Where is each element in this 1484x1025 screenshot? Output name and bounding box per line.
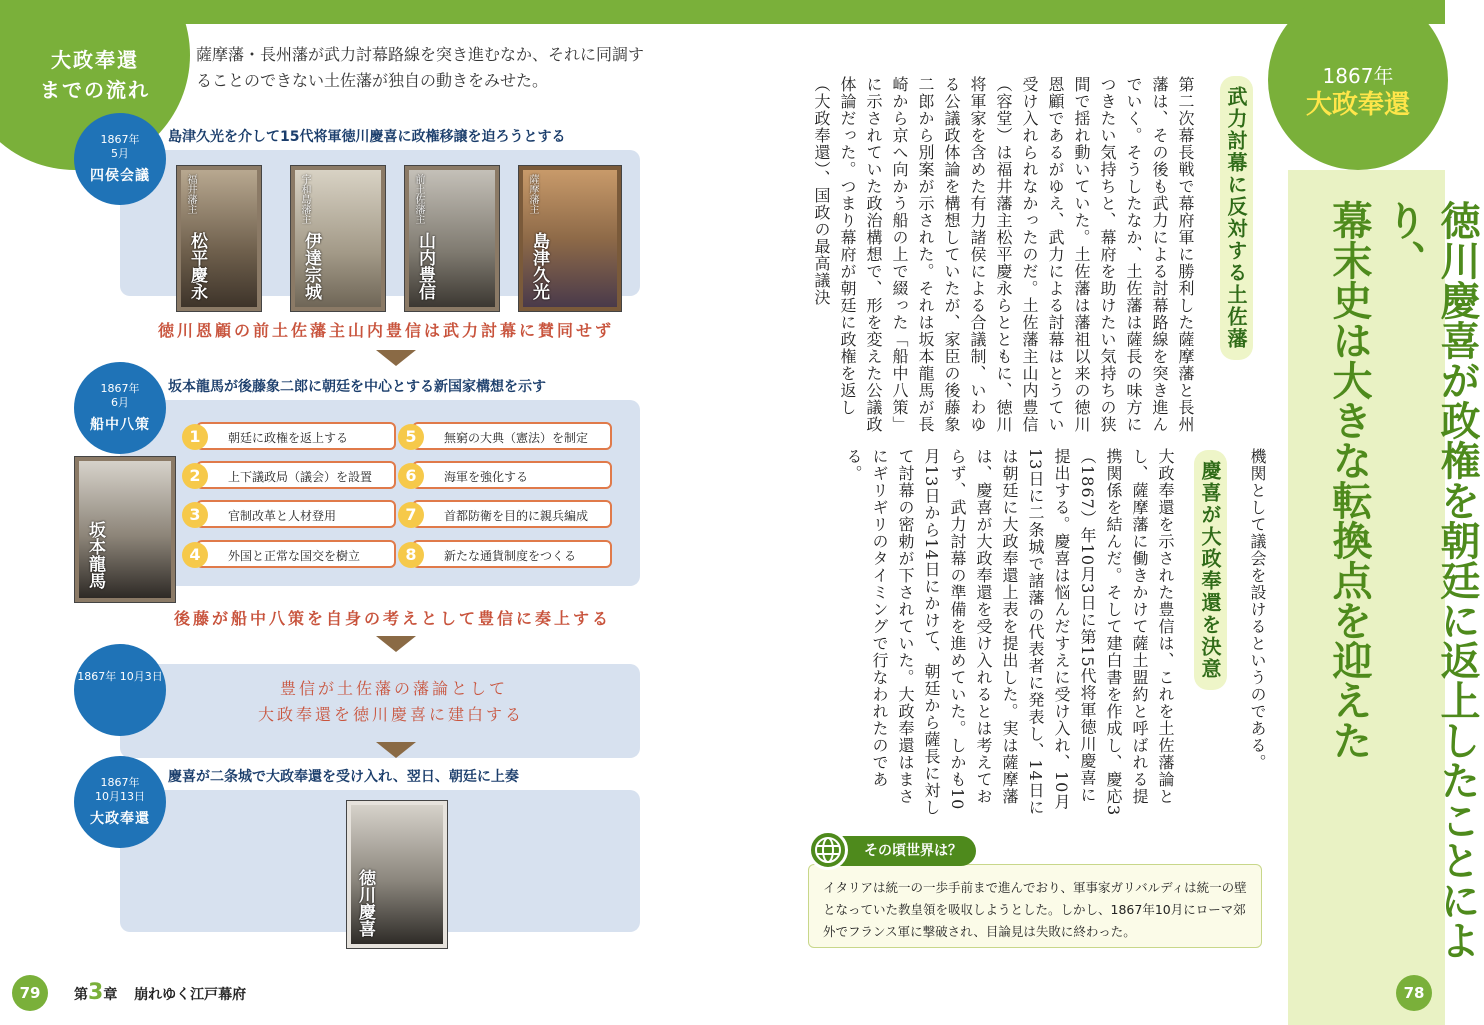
step4-date: 1867年 10月13日	[95, 776, 145, 803]
item-number: 5	[398, 424, 424, 450]
plan-item	[405, 540, 612, 568]
portrait-name: 松平慶永	[187, 232, 207, 300]
step1-name: 四侯会議	[90, 168, 150, 184]
page-number-badge	[12, 975, 48, 1011]
portrait-sub: 福井藩主	[185, 174, 196, 214]
step3-line1: 豊信が土佐藩の藩論として	[280, 679, 509, 698]
portrait-sub: 宇和島藩主	[299, 174, 310, 224]
plan-item	[405, 500, 612, 528]
portrait-sub: 薩摩藩主	[527, 174, 538, 214]
top-bar	[0, 0, 1445, 24]
portrait-sub: 前土佐藩主	[413, 174, 424, 224]
section1-body: 第二次幕長戦で幕府軍に勝利した薩摩藩と長州藩は、その後も武力による討幕路線を突き進んでいく。そうしたなか、土佐藩は薩長の味方につきたい気持ちと、幕府を助けたい気持ちの狭間で揺れ動いていた。土佐藩は藩祖以来の徳川恩顧であるがゆえ、武力による討幕はとうてい受け入れられなかったのだ。土佐藩主山内豊信（容堂）は福井藩主松平慶永らとともに、徳川将軍家を含めた有力諸侯による合議制、いわゆる公議政体論を構想していたが、家臣の後藤象二郎から別案が示された。それは坂本龍馬が長崎から京へ向かう船の上で綴った「船中八策」に示されていた政治構想で、形を変えた公議政体論だった。つまり幕府が朝廷に政権を返し（大政奉還）、国政の最高議決	[812, 76, 1195, 433]
chapter-post: 章	[103, 987, 118, 1003]
section1-heading: 武力討幕に反対する土佐藩	[1220, 76, 1253, 360]
portrait-shimazu	[518, 165, 622, 312]
portrait-yamauchi	[404, 165, 500, 312]
world-text: イタリアは統一の一歩手前まで進んでおり、軍事家ガリバルディは統一の壁となっていた教皇領を吸収しようとした。しかし、1867年10月にローマ郊外でフランス軍に撃破され、目論見は失敗に終わった。	[823, 880, 1247, 939]
step4-date-badge	[74, 756, 166, 848]
item-text: 朝廷に政権を返上する	[228, 431, 349, 445]
portrait-name: 伊達宗城	[301, 232, 321, 300]
world-label: その頃世界は？	[816, 836, 976, 866]
section2-continuation: 機関として議会を設けるというのである。	[1248, 448, 1267, 771]
plan-item	[405, 461, 612, 489]
item-number: 4	[182, 542, 208, 568]
plan-item	[189, 500, 396, 528]
step1-result: 徳川恩顧の前土佐藩主山内豊信は武力討幕に賛同せず	[158, 321, 615, 340]
step3-date: 1867年 10月3日	[77, 670, 163, 683]
plan-item	[189, 540, 396, 568]
item-number: 8	[398, 542, 424, 568]
item-text: 新たな通貨制度をつくる	[444, 549, 577, 563]
page-number-right: 78	[1403, 984, 1425, 1002]
portrait-name: 徳川慶喜	[355, 869, 375, 937]
headline-line2: 幕末史は大きな転換点を迎えた	[1326, 200, 1372, 760]
step4-name: 大政奉還	[90, 811, 150, 827]
step2-name: 船中八策	[90, 417, 150, 433]
item-text: 官制改革と人材登用	[228, 509, 337, 523]
portrait-name: 山内豊信	[415, 232, 435, 300]
page-number: 79	[19, 984, 41, 1002]
step1-date-badge	[74, 113, 166, 205]
item-number: 7	[398, 502, 424, 528]
section-title: 大政奉還	[1290, 88, 1426, 122]
headline-line1: 徳川慶喜が政権を朝廷に返上したことにより、	[1380, 200, 1480, 960]
section2-body: 大政奉還を示された豊信は、これを土佐藩論とし、薩摩藩に働きかけて薩土盟約と呼ばれる提携関係を結んだ。そして建白書を作成し、慶応3（1867）年10月3日に第15代将軍徳川慶喜に提出する。慶喜は悩んだすえに受け入れ、10月13日に二条城で諸藩の代表者に発表し、14日には朝廷に大政奉還上表を提出した。実は薩摩藩は、慶喜が大政奉還を受け入れるとは考えておらず、武力討幕の準備を進めていた。しかも10月13日から14日にかけて、朝廷から薩長に対して討幕の密勅が下されていた。大政奉還はまさにギリギリのタイミングで行なわれたのである。	[844, 448, 1175, 817]
intro-text: 薩摩藩・長州藩が武力討幕路線を突き進むなか、それに同調することのできない土佐藩が独自の動きをみせた。	[196, 45, 645, 90]
step2-date: 1867年 6月	[100, 382, 140, 409]
step2-title: 坂本龍馬が後藤象二郎に朝廷を中心とする新国家構想を示す	[168, 379, 546, 395]
plan-item	[189, 461, 396, 489]
portrait-name: 島津久光	[529, 232, 549, 300]
page-number-badge-right	[1396, 975, 1432, 1011]
item-text: 無窮の大典（憲法）を制定	[444, 431, 589, 445]
step1-title: 島津久光を介して15代将軍徳川慶喜に政権移譲を迫ろうとする	[168, 129, 566, 145]
year-badge	[1268, 0, 1448, 170]
chapter-pre: 第	[74, 987, 88, 1003]
portrait-date	[290, 165, 386, 312]
item-number: 6	[398, 463, 424, 489]
portrait-sakamoto	[74, 456, 176, 603]
arrow-down-icon	[376, 636, 416, 652]
item-text: 海軍を強化する	[444, 470, 529, 484]
item-text: 上下議政局（議会）を設置	[228, 470, 373, 484]
chapter-label	[74, 980, 246, 1005]
item-text: 首都防衛を目的に親兵編成	[444, 509, 589, 523]
step3-line2: 大政奉還を徳川慶喜に建白する	[258, 705, 525, 724]
item-text: 外国と正常な国交を樹立	[228, 549, 361, 563]
globe-icon	[808, 830, 848, 870]
step3-date-badge	[74, 644, 166, 736]
item-number: 1	[182, 424, 208, 450]
arrow-down-icon	[376, 350, 416, 366]
plan-item	[189, 422, 396, 450]
year-label: 1867年	[1322, 64, 1394, 88]
flow-badge-line2: までの流れ	[40, 78, 150, 102]
portrait-name: 坂本龍馬	[85, 521, 105, 589]
step1-date: 1867年 5月	[100, 133, 140, 160]
chapter-number: 3	[88, 980, 104, 1005]
portrait-yoshinobu	[346, 800, 448, 949]
flow-badge-line1: 大政奉還	[51, 48, 139, 72]
item-number: 3	[182, 502, 208, 528]
step2-date-badge	[74, 362, 166, 454]
plan-item	[405, 422, 612, 450]
section2-heading: 慶喜が大政奉還を決意	[1194, 450, 1227, 690]
world-box	[808, 864, 1262, 948]
item-number: 2	[182, 463, 208, 489]
chapter-title: 崩れゆく江戸幕府	[134, 987, 247, 1003]
step2-result: 後藤が船中八策を自身の考えとして豊信に奏上する	[174, 609, 612, 628]
step4-title: 慶喜が二条城で大政奉還を受け入れ、翌日、朝廷に上奏	[168, 769, 519, 785]
portrait-matsudaira	[176, 165, 262, 312]
arrow-down-icon	[376, 742, 416, 758]
